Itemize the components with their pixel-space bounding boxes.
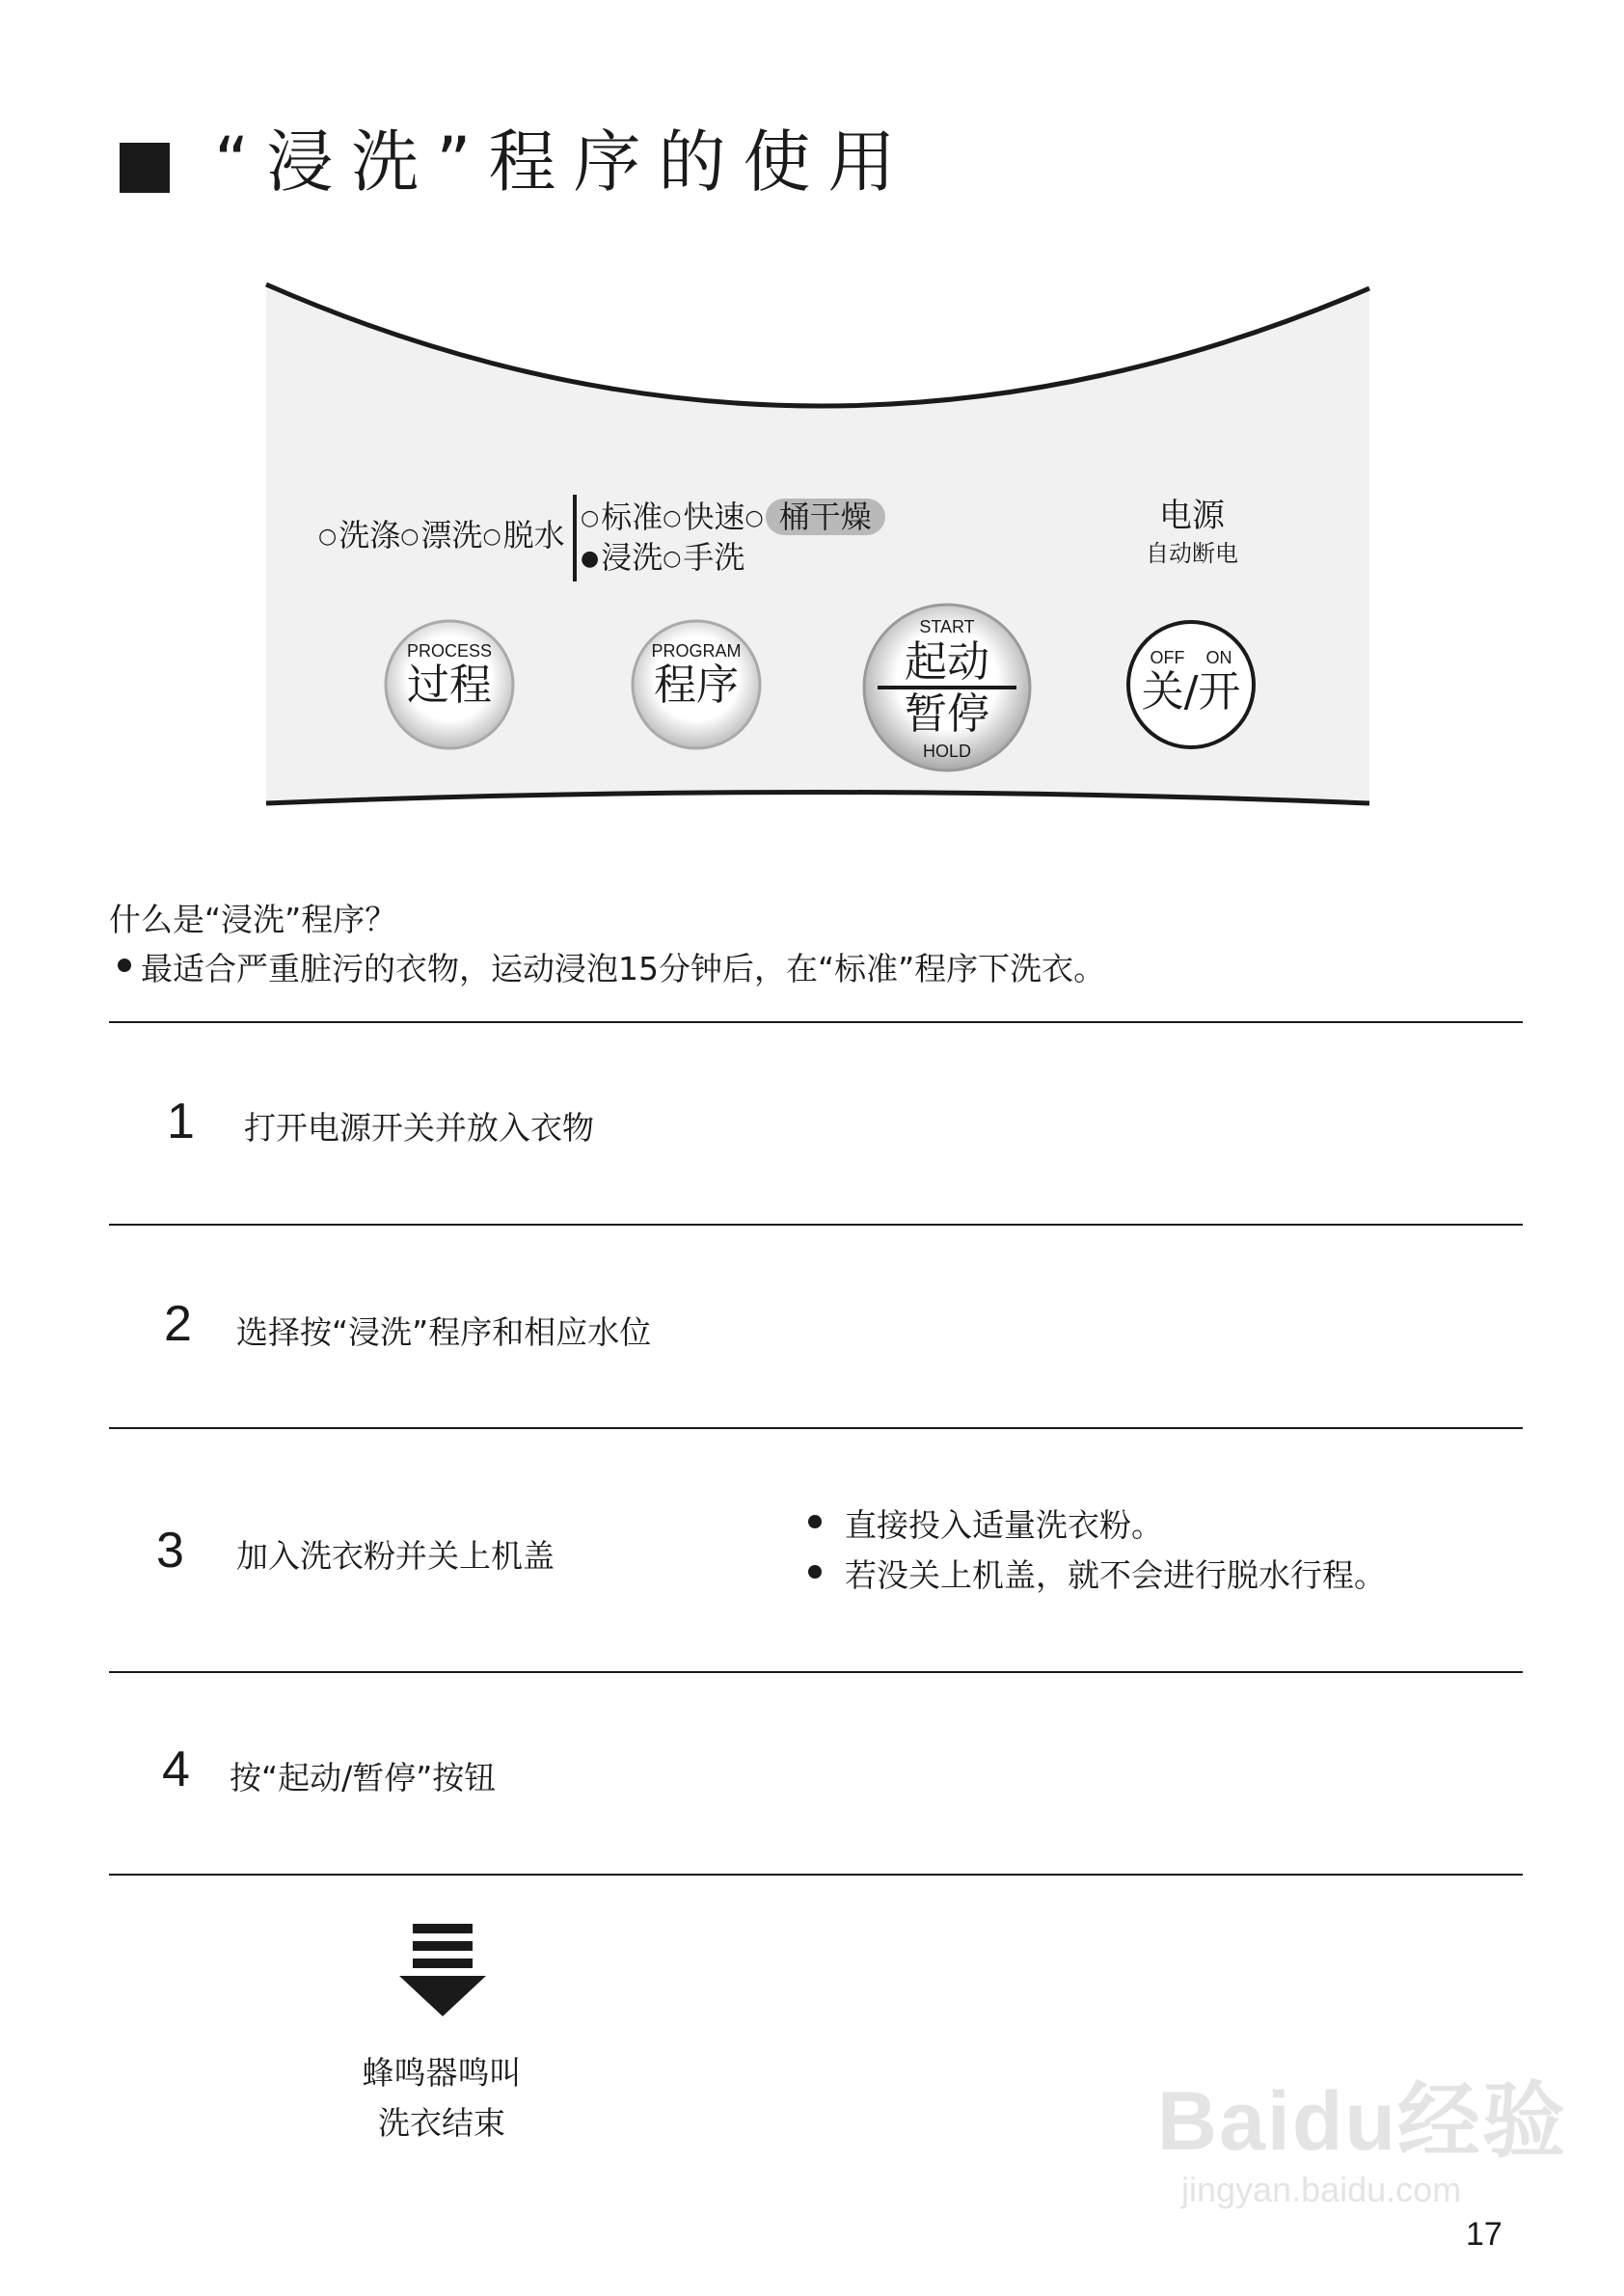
- intro-question: 什么是“浸洗”程序？: [109, 901, 397, 938]
- divider: [109, 1224, 1523, 1226]
- indicators-mid-row1: ○标准○快速○ 桶干燥: [581, 498, 885, 538]
- hold-label: 暂停: [905, 689, 989, 739]
- bullet-icon: [118, 959, 131, 972]
- down-arrow-icon: [399, 1924, 486, 2020]
- bullet-icon: [808, 1565, 822, 1579]
- end-line-1: 蜂鸣器鸣叫: [362, 2054, 522, 2092]
- on-caption: ON: [1205, 648, 1232, 667]
- divider: [109, 1021, 1523, 1023]
- baidu-watermark-url: jingyan.baidu.com: [1181, 2170, 1462, 2209]
- intro-answer-text: 最适合严重脏污的衣物，运动浸泡15分钟后，在“标准”程序下洗衣。: [141, 950, 1106, 987]
- divider: [109, 1427, 1523, 1429]
- indicators-mid-row2: ●浸洗○手洗: [581, 539, 745, 576]
- end-line-2: 洗衣结束: [378, 2104, 505, 2142]
- program-caption: PROGRAM: [651, 641, 742, 661]
- page-number: 17: [1466, 2216, 1502, 2253]
- start-hold-button[interactable]: [870, 617, 1024, 762]
- step-note: [808, 1504, 1163, 1547]
- indicator-soak: 浸洗: [601, 539, 663, 576]
- start-label: 起动: [905, 637, 989, 687]
- indicators-left: ○洗涤○漂洗○脱水: [318, 517, 565, 554]
- step-number: 2: [164, 1296, 192, 1352]
- hold-caption: HOLD: [922, 742, 971, 761]
- power-label-group: [1121, 495, 1263, 570]
- baidu-watermark: Baidu经验: [1157, 2075, 1567, 2168]
- start-caption: START: [919, 617, 975, 636]
- indicator-tub-dry: 桶干燥: [766, 499, 885, 535]
- process-caption: PROCESS: [406, 641, 493, 661]
- intro-answer: [118, 948, 1105, 990]
- divider: [109, 1874, 1523, 1876]
- step-number: 3: [156, 1523, 184, 1579]
- power-button[interactable]: [1128, 648, 1254, 716]
- indicator-wash: 洗涤: [338, 517, 401, 554]
- power-label: 电源: [1159, 497, 1225, 535]
- indicator-quick: 快速: [683, 499, 745, 535]
- step-note: [808, 1554, 1386, 1597]
- off-caption: OFF: [1150, 648, 1185, 667]
- step-text: 选择按“浸洗”程序和相应水位: [236, 1313, 652, 1351]
- control-panel-illustration: [253, 275, 1381, 815]
- process-label: 过程: [407, 661, 492, 710]
- indicator-standard: 标准: [601, 499, 663, 535]
- step-text: 加入洗衣粉并关上机盖: [236, 1537, 555, 1575]
- bullet-icon: [808, 1515, 822, 1528]
- program-label: 程序: [654, 661, 739, 710]
- step-text: 打开电源开关并放入衣物: [244, 1109, 594, 1147]
- process-button[interactable]: [386, 641, 513, 710]
- title-square-icon: [120, 143, 170, 193]
- auto-power-off-label: 自动断电: [1146, 540, 1238, 567]
- divider: [109, 1671, 1523, 1673]
- page-title: “浸洗”程序的使用: [214, 122, 913, 202]
- step-number: 4: [162, 1742, 190, 1797]
- program-button[interactable]: [633, 641, 760, 710]
- indicator-spin: 脱水: [502, 517, 565, 554]
- step-number: 1: [167, 1094, 195, 1149]
- step-text: 按“起动/暂停”按钮: [230, 1759, 497, 1796]
- indicator-rinse: 漂洗: [420, 517, 483, 554]
- step-note-text: 直接投入适量洗衣粉。: [845, 1506, 1163, 1544]
- indicator-hand-wash: 手洗: [683, 539, 745, 576]
- step-note-text: 若没关上机盖，就不会进行脱水行程。: [845, 1556, 1386, 1594]
- power-toggle-label: 关/开: [1141, 667, 1241, 716]
